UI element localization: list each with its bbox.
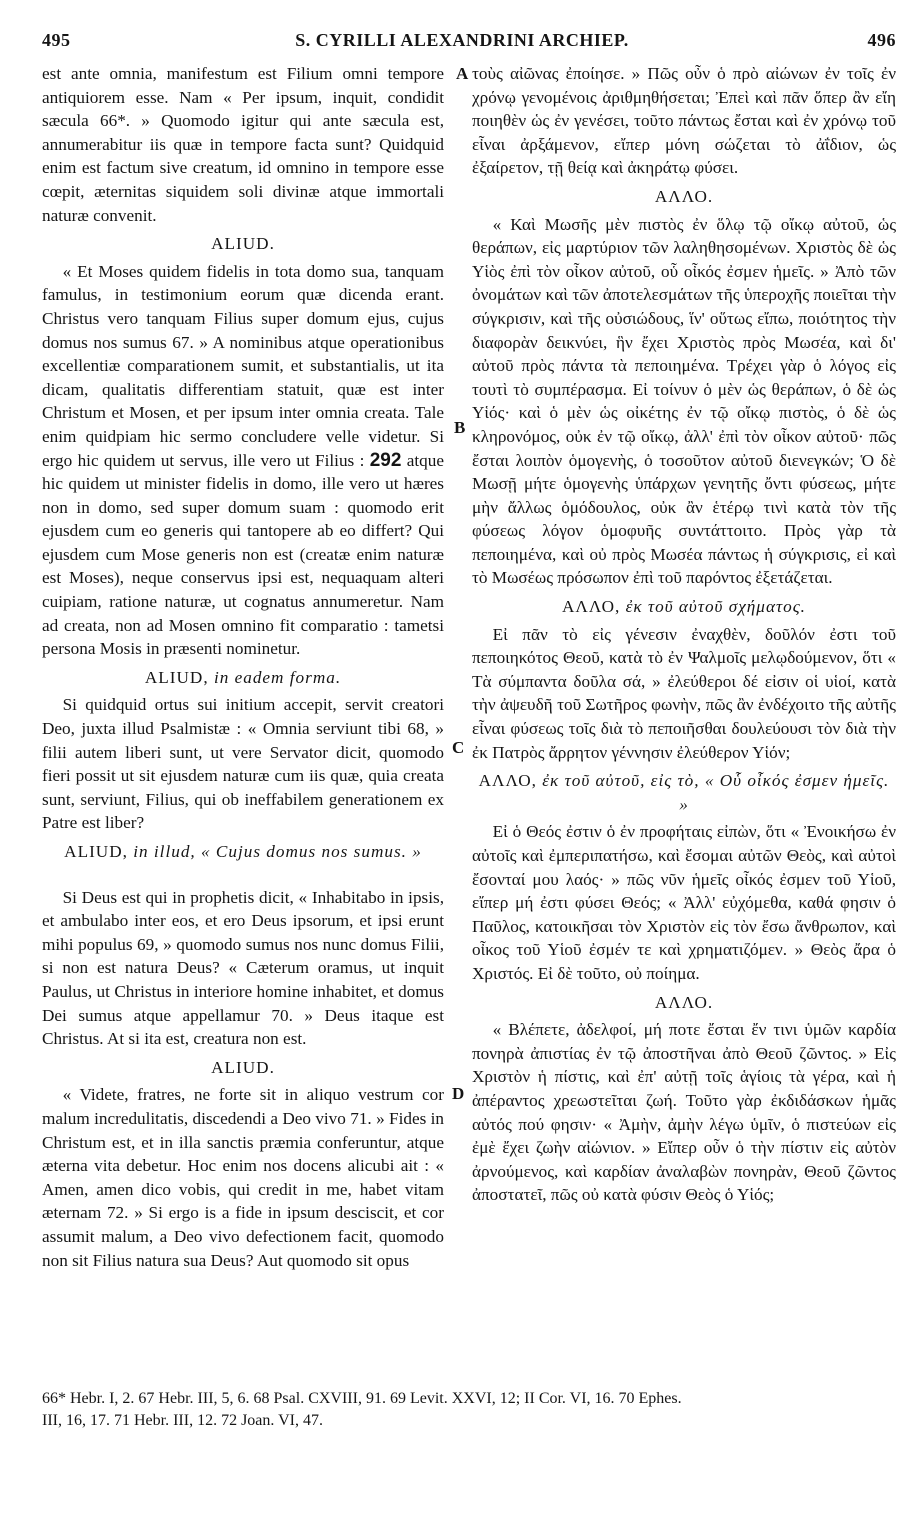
latin-paragraph-3: Si quidquid ortus sui initium accepit, servit creatori Deo, juxta illud Psalmistæ : « Omnia serviunt tibi 68, » filii autem liberi sunt, ut vere Servator dicit, quomodo fieri possit ut sit ejusdem naturæ cum iis quæ, quia creata sunt, serviunt, Filius, qui ob ineffabilem generationem ex Patre est liber? bbox=[42, 695, 444, 833]
latin-paragraph-2b: atque hic quidem ut minister fidelis in domo, ille vero ut hæres non in domo, sed super domum suam : quomodo erit ejusdem cum eo generis qui tantopere ab eo differt? Qui ejusdem cum Mose generis non est (creatæ enim naturæ est Moses), neque conservus ipsi est, nequaquam alteri cuipiam, ratione naturæ, ut cognatus annumeretur. Nam ad creata, non ad Mosen omnino fit comparatio : tametsi persona Mosis in præsenti nominetur. bbox=[42, 450, 445, 659]
footnotes bbox=[42, 1388, 898, 1432]
latin-paragraph-2 bbox=[42, 260, 444, 661]
greek-heading-allo-3: ΑΛΛΟ, ἐκ τοῦ αὐτοῦ, εἰς τὸ, « Οὗ οἶκός ἐσμεν ἡμεῖς. » bbox=[478, 771, 890, 814]
greek-column bbox=[472, 62, 896, 1207]
margin-mark-a: A bbox=[456, 64, 469, 83]
greek-heading-allo-1: ΑΛΛΟ. bbox=[654, 186, 714, 206]
running-title: S. CYRILLI ALEXANDRINI ARCHIEP. bbox=[295, 30, 629, 50]
latin-column bbox=[42, 62, 444, 1272]
page-number-right: 496 bbox=[867, 30, 896, 50]
latin-heading-aliud-2: ALIUD, in eadem forma. bbox=[144, 667, 342, 687]
latin-paragraph-4: Si Deus est qui in prophetis dicit, « Inhabitabo in ipsis, et ambulabo inter eos, et ero Deus ipsorum, et ipsi erunt mihi populus 69, » quomodo sumus nos nunc domus Filii, si non est natura Deus? « Cæterum oramus, ut inquit Paulus, ut Christus in interiore homine inhabitet, et domus Dei sumus atque appellamur 70. » Deus itaque est Christus. At si ita est, creatura non est. bbox=[42, 887, 444, 1049]
latin-paragraph-2a: « Et Moses quidem fidelis in tota domo sua, tanquam famulus, in testimonium eorum quæ dicenda erant. Christus vero tanquam Filius super domum ejus, cujus domus nos sumus 67. » A nominibus atque operationibus excellentiæ comparationem sumit, et substantialis, ut ita dicam, qualitatis differentiam statuit, quæ est inter Christum et Mosen, et per ipsum inter omnia creata. Tale enim quidpiam hic sermo concludere velle videtur. Si ergo hic quidem ut servus, ille vero ut Filius : bbox=[42, 261, 444, 470]
greek-paragraph-5: « Βλέπετε, ἀδελφοί, μή ποτε ἔσται ἔν τινι ὑμῶν καρδία πονηρὰ ἀπιστίας ἐν τῷ ἀποστῆναι ἀπὸ Θεοῦ ζῶντος. » Εἰς Χριστὸν ἡ πίστις, καὶ ἐπ' αὐτῇ τοῖς ἁγίοις τὰ γέρα, καὶ ἡ ἀπέραντος χρεωστεῖται ζωή. Τοῦτο γὰρ ἐκδιδάσκων ἡμᾶς αὐτός πού φησιν· « Ἀμὴν, ἀμὴν λέγω ὑμῖν, ὁ πιστεύων εἰς ἐμὲ ἔχει ζωὴν αἰώνιον. » Εἴπερ οὖν ὁ τὴν πίστιν εἰς αὐτὸν ἀρνούμενος, καὶ καρδίαν ἀναλαβὼν πονηρὰν, Θεοῦ ζῶντος ἀποστατεῖ, πῶς οὐ κατὰ φύσιν Θεὸς ὁ Υἱός; bbox=[472, 1020, 896, 1205]
footnote-line-1: 66* Hebr. I, 2. 67 Hebr. III, 5, 6. 68 Psal. CXVIII, 91. 69 Levit. XXVI, 12; II Cor. VI, 16. 70 Ephes. bbox=[42, 1390, 682, 1407]
greek-paragraph-1: τοὺς αἰῶνας ἐποίησε. » Πῶς οὖν ὁ πρὸ αἰώνων ἐν τοῖς ἐν χρόνῳ γενομένοις ἀριθμηθήσεται; Ἐπεὶ καὶ πᾶν ὅπερ ἂν εἴη ποιηθὲν ὡς ἐν γενέσει, τοῦτο πάντως ἔσται καὶ ἐν χρόνῳ τοῦ εἶναι ἀρξάμενον, εἴπερ μόνη σώζεται τὸ ἀΐδιον, ὡς ἐξαίρετον, τῇ θείᾳ καὶ ἀκηράτῳ φύσει. bbox=[472, 64, 896, 178]
greek-paragraph-2: « Καὶ Μωσῆς μὲν πιστὸς ἐν ὅλῳ τῷ οἴκῳ αὐτοῦ, ὡς θεράπων, εἰς μαρτύριον τῶν λαληθησομένων. Χριστὸς δὲ ὡς Υἱὸς ἐπὶ τὸν οἶκον αὐτοῦ, οὗ οἶκός ἐσμεν ἡμεῖς. » Ἀπὸ τῶν ὀνομάτων καὶ τῶν ἀποτελεσμάτων τῆς ὑπεροχῆς ποιεῖται τὴν σύγκρισιν, καὶ τῆς οὐσιώδους, ἵν' οὕτως εἴπω, ποιότητος τὴν διαφορὰν δεικνύει, ἣν ἔχει Χριστὸς πρὸς Μωσέα, καὶ δι' αὐτοῦ πρὸς πάντα τὰ πεποιημένα. Τρέχει γὰρ ὁ λόγος εἰς τουτὶ τὸ συμπέρασμα. Εἰ τοίνυν ὁ μὲν ὡς θεράπων, ὁ δὲ ὡς Υἱός· καὶ ὁ μὲν ὡς οἰκέτης ἐν τῷ οἴκῳ πιστὸς, ὁ δὲ ὡς κληρονόμος, οὐκ ἐν τῷ οἴκῳ, ἀλλ' ἐπὶ τὸν οἶκον αὐτοῦ· πῶς ἔσται λοιπὸν ὁμογενὴς, ὁ τοσοῦτον αὐτοῦ διενεγκών; Ὁ δὲ Μωσῇ μήτε ὁμογενὴς ὑπάρχων γενητῆς ὄντι φύσεως, μήτε μὴν ἄλλως ὁμόδουλος, οὐκ ἂν ἑτέρῳ τινὶ κατὰ τὸν τῆς φύσεως λόγον ὁμοφυῆς συντάττοιτο. Πρὸς γὰρ τὰ πεποιημένα, καὶ οὐ πρὸς Μωσέα πάντως ἡ σύγκρισις, εἰ καὶ τὸ Μωσέως πρόσωπον ἐπὶ τοῦ παρόντος ἐξετάζεται. bbox=[472, 214, 896, 588]
latin-heading-aliud-1: ALIUD. bbox=[211, 234, 275, 254]
margin-mark-b: B bbox=[454, 418, 466, 437]
margin-mark-d: D bbox=[452, 1084, 465, 1103]
greek-paragraph-4: Εἰ ὁ Θεός ἐστιν ὁ ἐν προφήταις εἰπὼν, ὅτι « Ἐνοικήσω ἐν αὐτοῖς καὶ ἐμπεριπατήσω, καὶ ἔσομαι αὐτῶν Θεὸς, καὶ αὐτοὶ ἔσονταί μου λαός· » πῶς νῦν ἡμεῖς οἶκός ἐσμεν τοῦ Υἱοῦ, εἴπερ μή ἐστι φύσει Θεός; « Ἀλλ' εὐχόμεθα, καθά φησιν ὁ Παῦλος, κατοικῆσαι τὸν Χριστὸν εἰς τὸν ἔσω ἄνθρωπον, καὶ οἶκος τοῦ Υἱοῦ ἐσμέν τε καὶ χρηματιζόμεν. » Θεὸς ἄρα ὁ Χριστός. Εἰ δὲ τοῦτο, οὐ ποίημα. bbox=[472, 822, 896, 983]
latin-paragraph-5: « Videte, fratres, ne forte sit in aliquo vestrum cor malum incredulitatis, discedendi a Deo vivo 71. » Fides in Christum est, et in illa sanctis præmia conferuntur, atque æterna vita debetur. Hoc enim nos docens alicubi ait : « Amen, amen dico vobis, qui credit in me, habet vitam æternam 72. » Si ergo is a fide in ipsum desciscit, et cor assumit malum, a Deo vivo defectionem facit, quomodo non sit Filius natura sua Deus? Aut quomodo sit opus bbox=[42, 1085, 444, 1270]
greek-heading-allo-4: ΑΛΛΟ. bbox=[654, 992, 714, 1012]
latin-paragraph-1: est ante omnia, manifestum est Filium omni tempore antiquiorem esse. Nam « Per ipsum, inquit, condidit sæcula 66*. » Quomodo igitur qui ante sæcula est, annumerabitur iis quæ in tempore facta sunt? Quidquid enim est factum sive creatum, id omnino in tempore esse cœpit, æternitas siquidem soli divinæ atque immortali naturæ convenit. bbox=[42, 64, 444, 225]
greek-paragraph-3: Εἰ πᾶν τὸ εἰς γένεσιν ἐναχθὲν, δοῦλόν ἐστι τοῦ πεποιηκότος Θεοῦ, κατὰ τὸ ἐν Ψαλμοῖς μελῳδούμενον, ὅτι « Τὰ σύμπαντα δοῦλα σά, » ἐλεύθεροι δέ εἰσιν οἱ υἱοί, κατὰ τὴν ἀψευδῆ τοῦ Σωτῆρος φωνὴν, πῶς ἂν ἐνδέχοιτο τῆς αὐτῆς εἶναι φύσεως τοῖς διὰ τὸ πεποιῆσθαι δουλεύουσι τὸν διὰ τὴν ἐκ Πατρὸς ἄρρητον γέννησιν ἐλεύθερον Υἱόν; bbox=[472, 624, 896, 762]
footnote-line-2: III, 16, 17. 71 Hebr. III, 12. 72 Joan. VI, 47. bbox=[42, 1412, 323, 1429]
latin-heading-aliud-4: ALIUD. bbox=[211, 1057, 275, 1077]
margin-mark-c: C bbox=[452, 738, 465, 757]
latin-heading-aliud-3: ALIUD, in illud, « Cujus domus nos sumus. » bbox=[64, 842, 422, 861]
page-number-left: 495 bbox=[42, 30, 71, 50]
spacer bbox=[42, 868, 444, 886]
column-number-292: 292 bbox=[369, 449, 402, 471]
greek-heading-allo-2: ΑΛΛΟ, ἐκ τοῦ αὐτοῦ σχήματος. bbox=[562, 597, 806, 617]
